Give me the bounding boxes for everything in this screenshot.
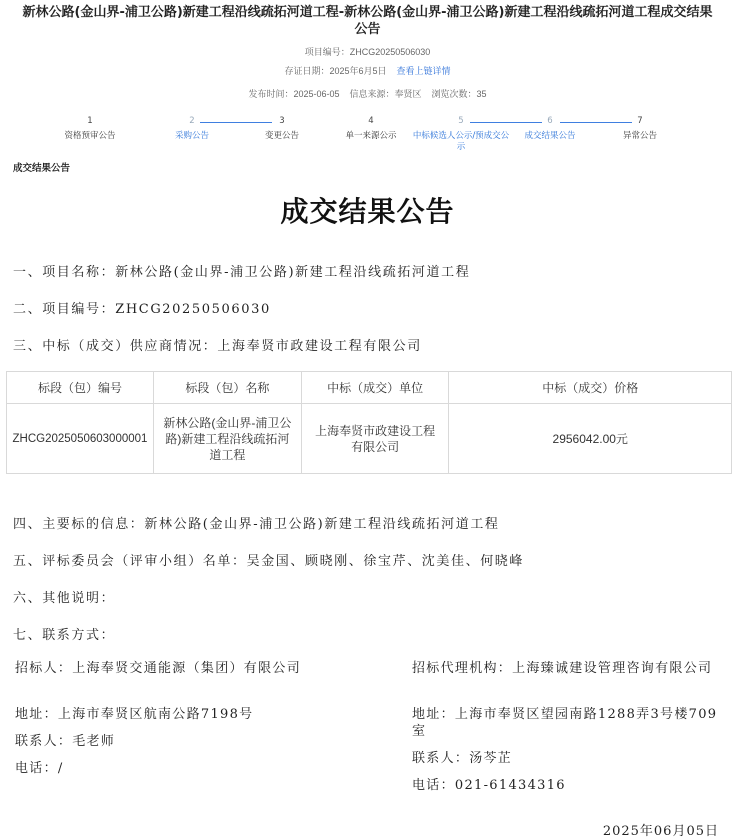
step-label: 资格预审公告 — [64, 131, 116, 141]
step-number: 2 — [189, 116, 195, 126]
publish-time-label: 发布时间： — [248, 89, 294, 99]
supplier-line: 三、中标（成交）供应商情况：上海奉贤市政建设工程有限公司 — [13, 339, 422, 354]
cell-price: 2956042.00元 — [449, 404, 732, 474]
step-procurement[interactable] — [142, 116, 242, 142]
chain-details-link[interactable]: 查看上链详情 — [396, 66, 451, 76]
agent-contact-person: 联系人：汤芩芷 — [412, 751, 513, 766]
section-label: 成交结果公告 — [13, 163, 71, 174]
contact-heading: 七、联系方式： — [13, 628, 116, 643]
process-steps — [0, 116, 735, 166]
store-date-line — [0, 64, 735, 77]
document-title: 成交结果公告 — [280, 195, 455, 228]
views-count: 35 — [476, 89, 487, 99]
agent-address: 地址：上海市奉贤区望园南路1288弄3号楼709室 — [412, 707, 718, 739]
col-header-lot-name: 标段（包）名称 — [153, 372, 301, 404]
step-label: 单一来源公示 — [345, 131, 397, 141]
step-label: 成交结果公告 — [524, 131, 576, 141]
agent-name: 招标代理机构：上海臻诚建设管理咨询有限公司 — [412, 661, 713, 676]
views-label: 浏览次数： — [431, 89, 477, 99]
step-number: 4 — [368, 116, 374, 126]
step-number: 5 — [458, 116, 464, 126]
step-label: 变更公告 — [264, 131, 299, 141]
step-label: 中标候选人公示/预成交公示 — [412, 131, 510, 152]
step-change[interactable] — [232, 116, 332, 142]
project-code-line: 二、项目编号：ZHCG20250506030 — [13, 302, 271, 317]
table-header-row — [7, 372, 732, 404]
store-date-label: 存证日期： — [284, 66, 330, 76]
step-number: 6 — [547, 116, 553, 126]
col-header-lot-number: 标段（包）编号 — [7, 372, 154, 404]
store-date: 2025年6月5日 — [329, 66, 387, 76]
col-header-winner: 中标（成交）单位 — [301, 372, 449, 404]
buyer-phone: 电话：/ — [15, 761, 64, 776]
step-prequalification[interactable] — [40, 116, 140, 142]
source: 奉贤区 — [394, 89, 422, 99]
step-exception[interactable] — [590, 116, 690, 142]
step-result[interactable] — [500, 116, 600, 142]
step-single-source[interactable] — [321, 116, 421, 142]
cell-winner: 上海奉贤市政建设工程有限公司 — [301, 404, 449, 474]
step-number: 3 — [279, 116, 285, 126]
project-name-line: 一、项目名称：新林公路(金山界-浦卫公路)新建工程沿线疏拓河道工程 — [13, 265, 471, 280]
step-label: 采购公告 — [174, 131, 209, 141]
publish-time: 2025-06-05 — [293, 89, 340, 99]
committee-line: 五、评标委员会（评审小组）名单：吴金国、顾晓刚、徐宝芹、沈美佳、何晓峰 — [13, 554, 525, 569]
buyer-name: 招标人：上海奉贤交通能源（集团）有限公司 — [15, 661, 302, 676]
col-header-price: 中标（成交）价格 — [449, 372, 732, 404]
step-number: 1 — [87, 116, 93, 126]
step-number: 7 — [637, 116, 643, 126]
notice-header-title: 新林公路(金山界-浦卫公路)新建工程沿线疏拓河道工程-新林公路(金山界-浦卫公路)新建工程沿线疏拓河道工程成交结果公告 — [22, 5, 713, 37]
publish-info-line — [0, 87, 735, 100]
step-candidate[interactable] — [410, 116, 512, 153]
signature-date: 2025年06月05日 — [602, 824, 719, 839]
buyer-address: 地址：上海市奉贤区航南公路7198号 — [15, 707, 254, 722]
step-label: 异常公告 — [622, 131, 657, 141]
table-row — [7, 404, 732, 474]
project-number-line — [0, 45, 735, 58]
agent-phone: 电话：021-61434316 — [412, 778, 566, 793]
result-table — [6, 371, 732, 474]
project-number-label: 项目编号： — [304, 47, 350, 57]
source-label: 信息来源： — [349, 89, 395, 99]
other-notes-line: 六、其他说明： — [13, 591, 116, 606]
project-number: ZHCG20250506030 — [349, 47, 431, 57]
cell-lot-name: 新林公路(金山界-浦卫公路)新建工程沿线疏拓河道工程 — [153, 404, 301, 474]
subject-info-line: 四、主要标的信息：新林公路(金山界-浦卫公路)新建工程沿线疏拓河道工程 — [13, 517, 500, 532]
buyer-contact-person: 联系人：毛老师 — [15, 734, 116, 749]
cell-lot-number: ZHCG2025050603000001 — [7, 404, 154, 474]
